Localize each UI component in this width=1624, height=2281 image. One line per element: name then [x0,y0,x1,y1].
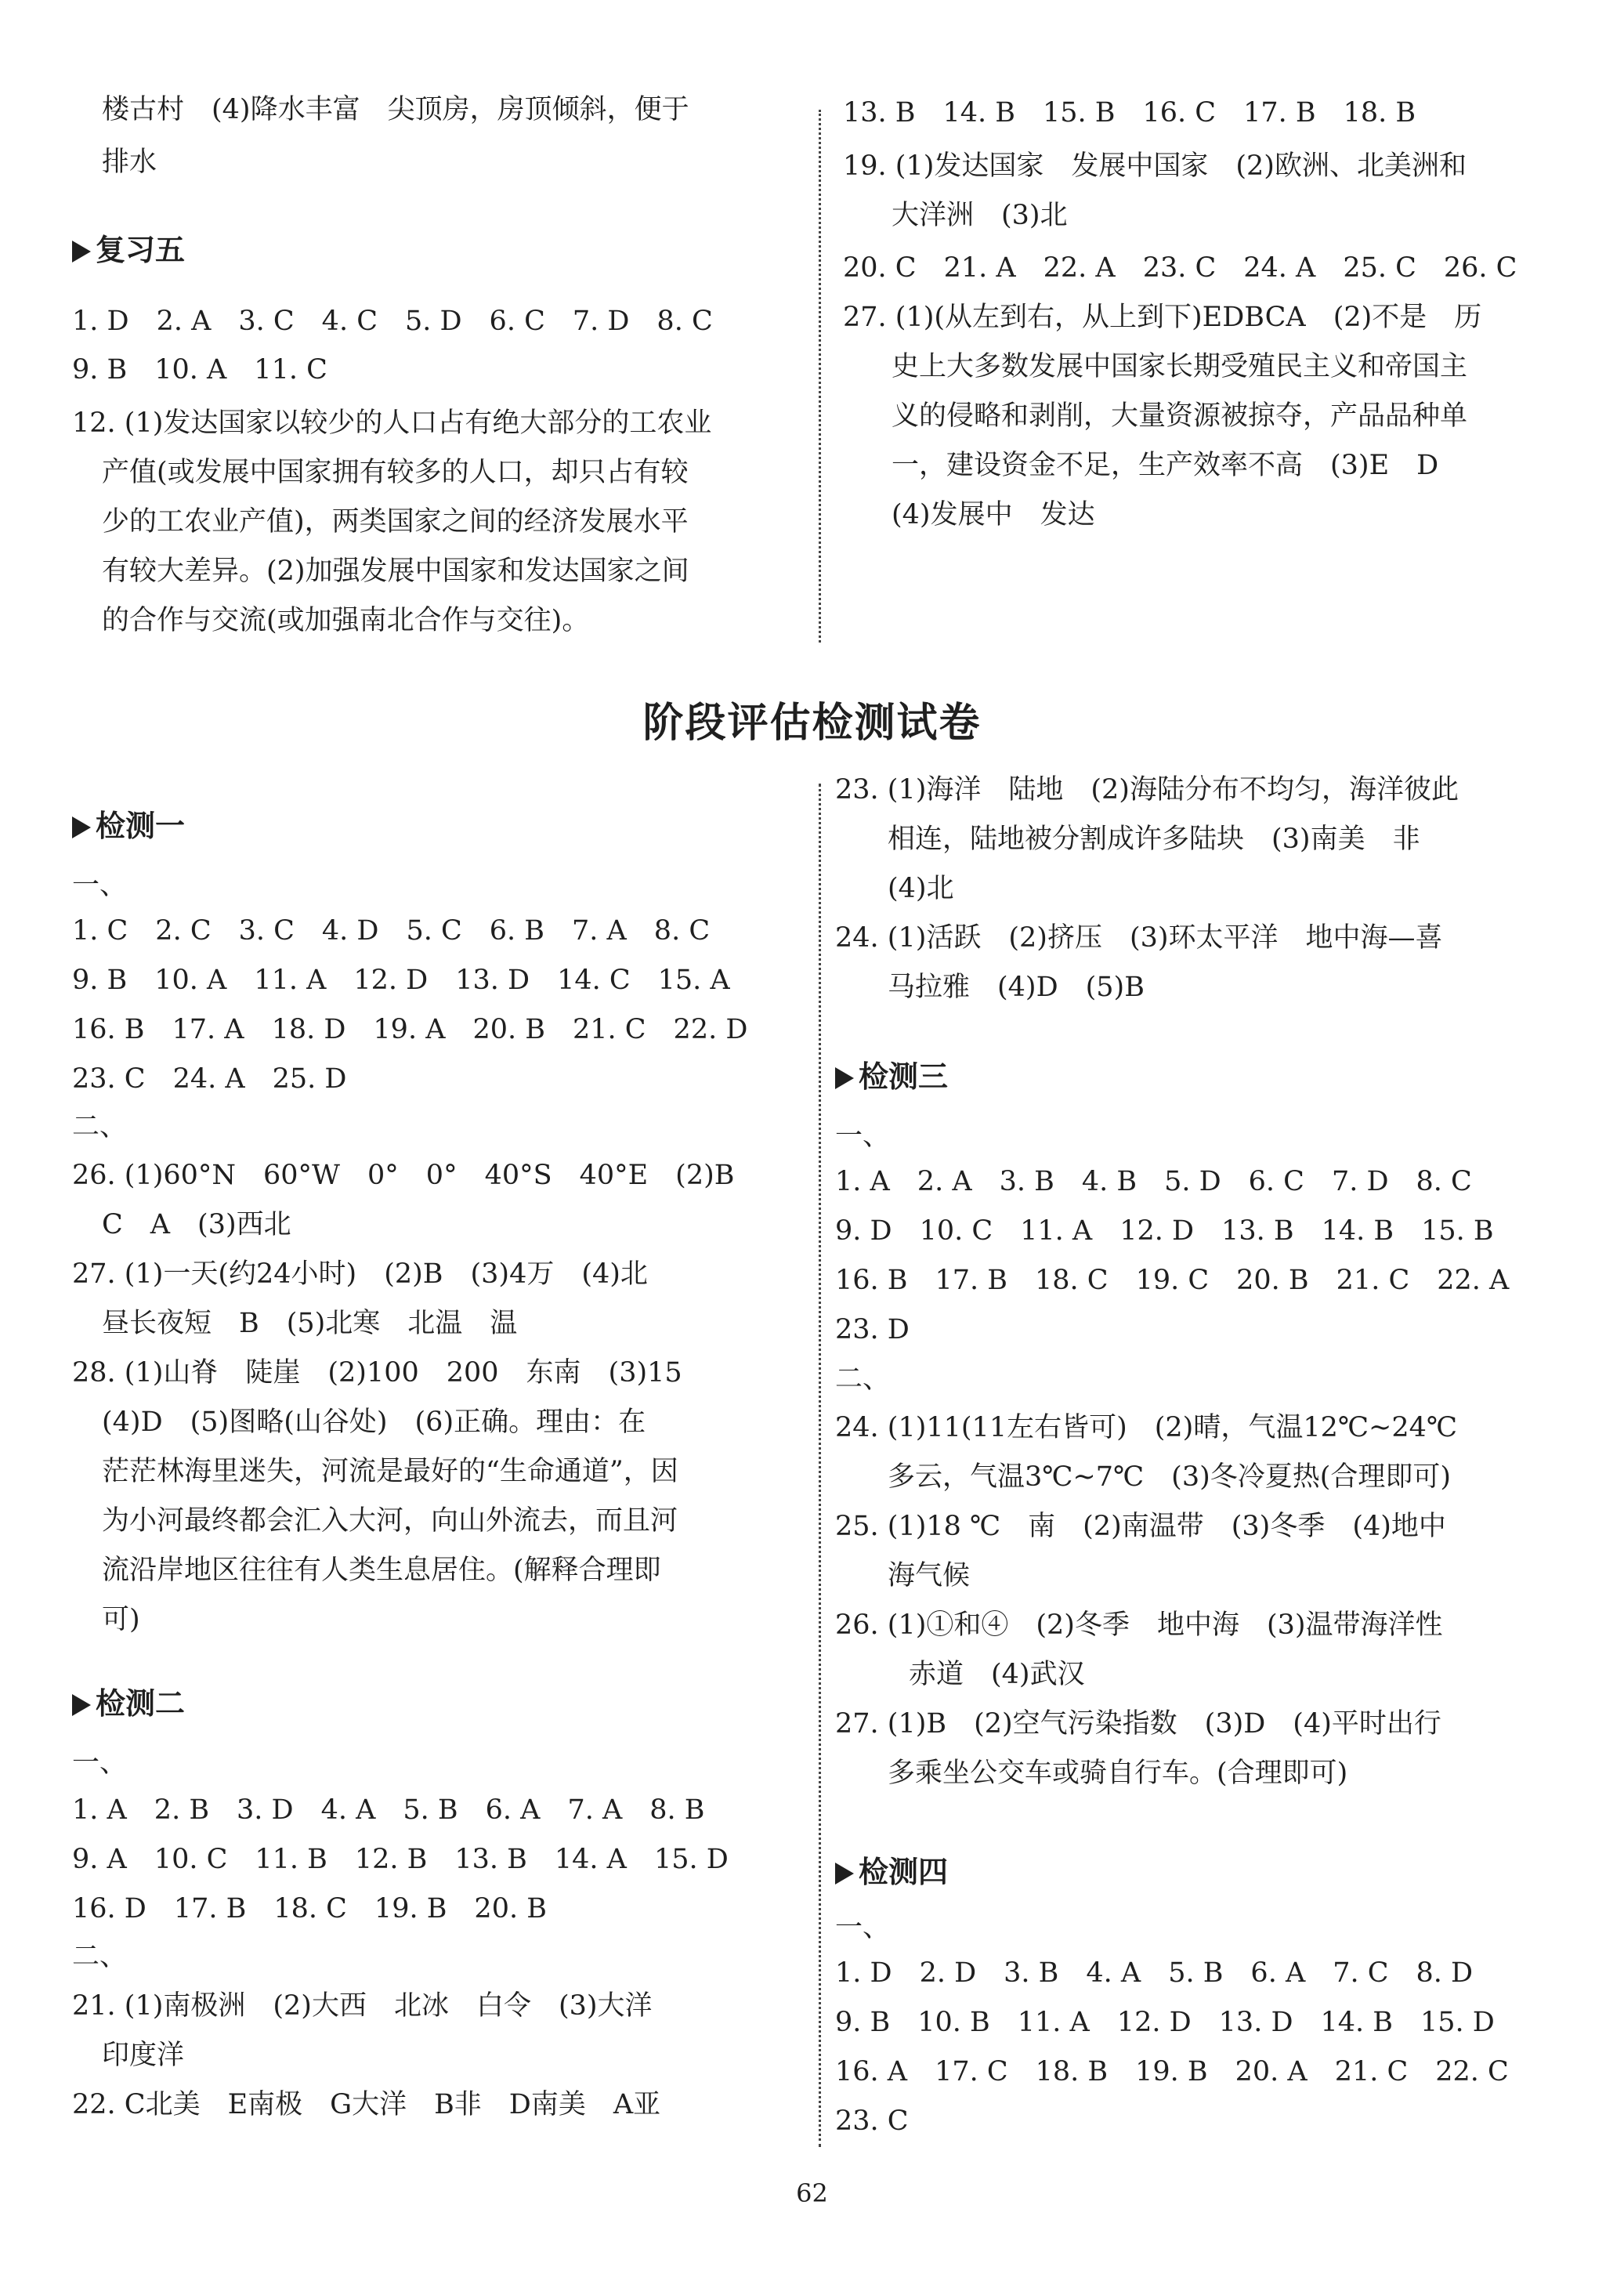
bottom-right-line: 多云，气温3℃~7℃ (3)冬冷夏热(合理即可) [888,1461,1452,1493]
top-right-line: 27. (1)(从左到右，从上到下)EDBCA (2)不是 历 [843,302,1482,333]
column-divider-top [819,110,821,643]
bottom-right-line: 1. D 2. D 3. B 4. A 5. B 6. A 7. C 8. D [835,1957,1474,1989]
bottom-left-line: 16. D 17. B 18. C 19. B 20. B [72,1893,547,1924]
page-title: 阶段评估检测试卷 [642,700,982,747]
bottom-left-line: 茫茫林海里迷失，河流是最好的“生命通道”，因 [102,1456,678,1487]
bottom-right-line: 9. D 10. C 11. A 12. D 13. B 14. B 15. B [835,1215,1494,1247]
bottom-left-line: 22. C北美 E南极 G大洋 B非 D南美 A亚 [72,2089,661,2120]
bottom-left-line: 9. B 10. A 11. A 12. D 13. D 14. C 15. A [72,965,730,996]
bottom-left-line: 可) [102,1604,140,1635]
bottom-right-line: (4)北 [888,873,954,904]
bottom-right-line: 海气候 [888,1560,971,1591]
bottom-left-line: 26. (1)60°N 60°W 0° 0° 40°S 40°E (2)B [72,1160,735,1191]
bottom-right-line: 相连，陆地被分割成许多陆块 (3)南美 非 [888,824,1420,855]
top-right-line: 一，建设资金不足，生产效率不高 (3)E D [892,450,1439,481]
bottom-right-line: 24. (1)11(11左右皆可) (2)晴，气温12℃~24℃ [835,1412,1458,1443]
top-left-line: 楼古村 (4)降水丰富 尖顶房，房顶倾斜，便于 [102,94,689,125]
bottom-left-line: (4)D (5)图略(山谷处) (6)正确。理由：在 [102,1407,646,1438]
bottom-right-line: 一、 [835,1912,891,1943]
column-divider-bottom [819,784,821,2147]
triangle-bullet-icon [72,241,91,262]
bottom-left-line: 印度洋 [102,2040,185,2071]
bottom-left-line: 23. C 24. A 25. D [72,1063,347,1095]
top-left-line: 排水 [102,147,157,178]
bottom-left-line: 1. C 2. C 3. C 4. D 5. C 6. B 7. A 8. C [72,915,711,947]
bottom-right-line: 马拉雅 (4)D (5)B [888,972,1145,1003]
bottom-right-line: 赤道 (4)武汉 [909,1659,1085,1690]
bottom-left-line: 流沿岸地区往往有人类生息居住。(解释合理即 [102,1555,661,1586]
bottom-right-line: 26. (1)①和④ (2)冬季 地中海 (3)温带海洋性 [835,1609,1443,1641]
triangle-bullet-icon [72,1694,91,1716]
bottom-right-line: 25. (1)18 ℃ 南 (2)南温带 (3)冬季 (4)地中 [835,1511,1446,1542]
bottom-right-line: 23. D [835,1314,910,1345]
bottom-right-line: 1. A 2. A 3. B 4. B 5. D 6. C 7. D 8. C [835,1166,1472,1197]
bottom-left-line: 27. (1)一天(约24小时) (2)B (3)4万 (4)北 [72,1258,648,1290]
top-left-line: 12. (1)发达国家以较少的人口占有绝大部分的工农业 [72,407,712,439]
bottom-left-line: C A (3)西北 [102,1209,291,1240]
bottom-right-line: 24. (1)活跃 (2)挤压 (3)环太平洋 地中海—喜 [835,922,1443,954]
bottom-left-line: 昼长夜短 B (5)北寒 北温 温 [102,1308,518,1339]
top-right-line: 史上大多数发展中国家长期受殖民主义和帝国主 [892,351,1468,382]
section-heading-test-2: 检测二 [72,1685,185,1722]
triangle-bullet-icon [835,1067,854,1089]
top-left-line: 产值(或发展中国家拥有较多的人口，却只占有较 [102,457,689,488]
top-left-line: 少的工农业产值)，两类国家之间的经济发展水平 [102,506,689,538]
bottom-left-line: 二、 [72,1941,128,1972]
bottom-left-line: 9. A 10. C 11. B 12. B 13. B 14. A 15. D [72,1844,729,1875]
bottom-left-line: 28. (1)山脊 陡崖 (2)100 200 东南 (3)15 [72,1357,682,1389]
top-left-line: 的合作与交流(或加强南北合作与交往)。 [102,605,590,636]
bottom-left-line: 1. A 2. B 3. D 4. A 5. B 6. A 7. A 8. B [72,1794,705,1826]
section-heading-test-1: 检测一 [72,807,185,845]
bottom-right-line: 16. B 17. B 18. C 19. C 20. B 21. C 22. A [835,1265,1510,1296]
bottom-left-line: 16. B 17. A 18. D 19. A 20. B 21. C 22. D [72,1014,748,1045]
page-number: 62 [796,2178,828,2208]
top-right-line: 大洋洲 (3)北 [892,200,1068,231]
top-right-line: 义的侵略和剥削，大量资源被掠夺，产品品种单 [892,400,1468,432]
top-right-line: 13. B 14. B 15. B 16. C 17. B 18. B [843,97,1416,129]
top-right-line: 19. (1)发达国家 发展中国家 (2)欧洲、北美洲和 [843,150,1467,182]
section-heading-test-3: 检测三 [835,1058,948,1095]
bottom-right-line: 9. B 10. B 11. A 12. D 13. D 14. B 15. D [835,2007,1495,2038]
top-left-line: 9. B 10. A 11. C [72,354,327,386]
top-left-line: 有较大差异。(2)加强发展中国家和发达国家之间 [102,556,689,587]
top-right-line: (4)发展中 发达 [892,499,1095,530]
top-left-line: 1. D 2. A 3. C 4. C 5. D 6. C 7. D 8. C [72,306,713,337]
bottom-right-line: 23. (1)海洋 陆地 (2)海陆分布不均匀，海洋彼此 [835,774,1459,806]
bottom-left-line: 一、 [72,870,128,901]
bottom-right-line: 一、 [835,1121,891,1152]
bottom-left-line: 一、 [72,1747,128,1779]
triangle-bullet-icon [72,816,91,838]
bottom-left-line: 二、 [72,1111,128,1142]
section-heading-test-4: 检测四 [835,1853,948,1891]
top-right-line: 20. C 21. A 22. A 23. C 24. A 25. C 26. C [843,252,1517,284]
bottom-left-line: 为小河最终都会汇入大河，向山外流去，而且河 [102,1505,678,1537]
bottom-right-line: 23. C [835,2105,909,2137]
bottom-right-line: 二、 [835,1363,891,1395]
bottom-right-line: 27. (1)B (2)空气污染指数 (3)D (4)平时出行 [835,1708,1441,1740]
bottom-right-line: 16. A 17. C 18. B 19. B 20. A 21. C 22. C [835,2056,1509,2087]
bottom-left-line: 21. (1)南极洲 (2)大西 北冰 白令 (3)大洋 [72,1990,653,2022]
triangle-bullet-icon [835,1863,854,1885]
bottom-right-line: 多乘坐公交车或骑自行车。(合理即可) [888,1758,1348,1789]
section-heading-review-5: 复习五 [72,231,185,269]
